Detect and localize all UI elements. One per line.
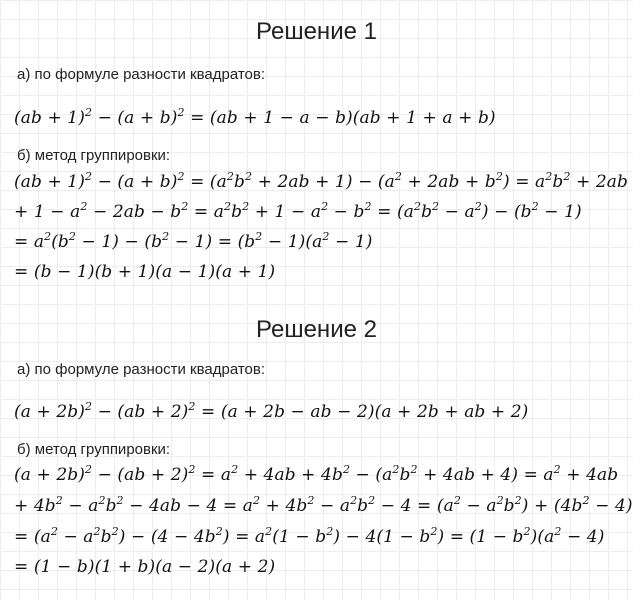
solution-1-part-b-label: б) метод группировки: xyxy=(17,147,171,164)
solution-1-part-b-line-3: = $a^2(b^2 - 1) - (b^2 - 1) = (b^2 - 1)(a^2 - 1)$ xyxy=(14,230,373,252)
solution-1-part-b-line-2: + $1 - a^2 - 2ab - b^2 = a^2b^2 + 1 - a^2 - b^2 = (a^2b^2 - a^2) - (b^2 - 1)$ xyxy=(14,200,582,222)
solution-2-part-a-formula: $(a + 2b)^2 - (ab + 2)^2 = (a + 2b$ − ab − 2)(a + 2b + ab + 2) xyxy=(14,400,529,422)
solution-1-part-b-line-1: $(ab + 1)^2 - (a + b)^2 = (a^2b^2 + 2ab + 1) - (a^2 + 2ab + b^2) = a^2b^2 + 2ab$ xyxy=(14,170,628,192)
solution-2-part-b-line-4: = (1 − b)(1 + b)(a − 2)(a + 2) xyxy=(14,557,276,577)
solution-2-part-b-line-2: + $4b^2 - a^2b^2 - 4ab - 4 = a^2 + 4b^2 - a^2b^2 - 4 = (a^2 - a^2b^2) + (4b^2 - 4)$ xyxy=(14,494,633,516)
solution-1-part-b-line-4: = (b − 1)(b + 1)(a − 1)(a + 1) xyxy=(14,262,276,282)
solution-2-title: Решение 2 xyxy=(256,316,377,343)
solution-2-part-a-label: а) по формуле разности квадратов: xyxy=(17,361,266,378)
solution-2-part-b-line-3: = $(a^2 - a^2b^2) - (4 - 4b^2) = a^2(1 - b^2) - 4(1 - b^2) = (1 - b^2)(a^2 - 4)$ xyxy=(14,525,605,547)
solution-1-title: Решение 1 xyxy=(256,18,377,45)
solution-2-part-b-line-1: $(a + 2b)^2 - (ab + 2)^2 = a^2 + 4ab + 4b^2 - (a^2b^2 + 4ab + 4) = a^2 + 4ab$ xyxy=(14,463,619,485)
solution-1-part-a-formula: $(ab + 1)^2 - (a + b)^2 = (ab + 1 - a - b)(ab + 1 + a + b)$ xyxy=(14,106,496,128)
solution-2-part-b-label: б) метод группировки: xyxy=(17,441,171,458)
solution-1-part-a-label: а) по формуле разности квадратов: xyxy=(17,66,266,83)
